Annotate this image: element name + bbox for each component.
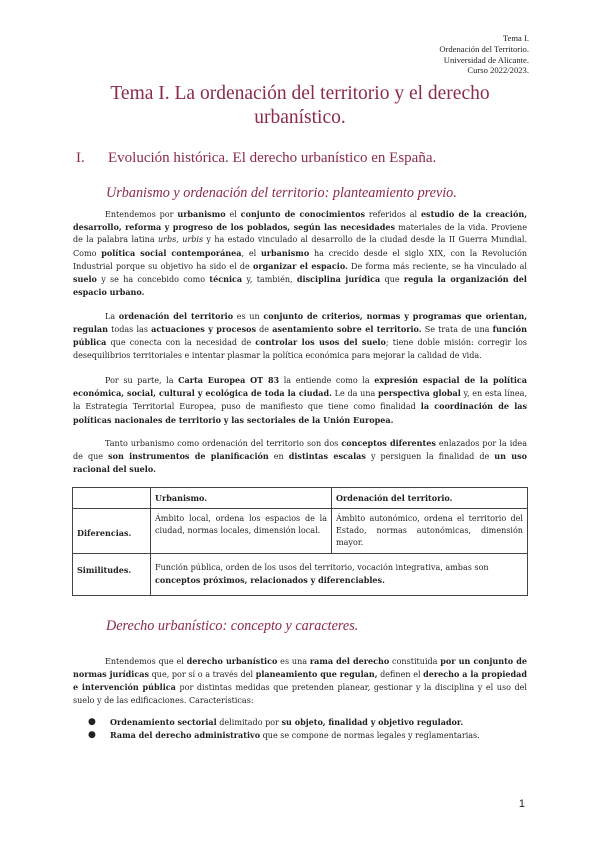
table-corner-cell	[73, 488, 151, 509]
section-heading	[76, 150, 536, 167]
running-header	[439, 33, 529, 76]
table-row	[73, 509, 528, 554]
list-item: ● Ordenamiento sectorial delimitado por su objeto, finalidad y objetivo regulador.	[88, 717, 464, 727]
subsection-heading-urbanismo: Urbanismo y ordenación del territorio: planteamiento previo.	[106, 185, 457, 201]
page-number: 1	[518, 798, 525, 810]
row-label-similitudes: Similitudes.	[73, 554, 151, 596]
table-row	[73, 554, 528, 596]
subsection-heading-derecho: Derecho urbanístico: concepto y caracteres.	[106, 618, 359, 634]
column-header-ordenacion: Ordenación del territorio.	[332, 488, 528, 509]
header-topic: Tema I.	[502, 33, 529, 43]
list-item: ● Rama del derecho administrativo que se compone de normas legales y reglamentarias.	[88, 730, 480, 740]
table-header-row	[73, 488, 528, 509]
section-number: I.	[76, 150, 85, 166]
paragraph-conceptos: Tanto urbanismo como ordenación del territorio son dos conceptos diferentes enlazados por la idea de que son instrumentos de planificación en distintas escalas y persiguen la finalidad de un uso racional del suelo.	[73, 438, 528, 475]
section-title: Evolución histórica. El derecho urbanístico en España.	[108, 150, 437, 166]
cell-diferencias-ordenacion: Ámbito autonómico, ordena el territorio del Estado, normas autonómicas, dimensión mayor.	[332, 509, 528, 554]
cell-diferencias-urbanismo: Ámbito local, ordena los espacios de la ciudad, normas locales, dimensión local.	[151, 509, 332, 554]
page-title	[70, 82, 530, 130]
header-course: Curso 2022/2023.	[467, 65, 529, 76]
title-line-1: Tema I. La ordenación del territorio y el derecho	[110, 83, 490, 104]
row-label-diferencias: Diferencias.	[73, 509, 151, 554]
paragraph-urbanismo: Entendemos por urbanismo el conjunto de conocimientos referidos al estudio de la creación, desarrollo, reforma y progreso de los poblados, según las necesidades materiales de la vida. Proviene de la palabra latina urbs, urbis y ha estado vinculado al desarrollo de la ciudad desde la II Guerra Mundial. Como política social contemporánea, el urbanismo ha crecido desde el siglo XIX, con la Revolución Industrial porque su objetivo ha sido el de organizar el espacio. De forma más reciente, se ha vinculado al suelo y se ha concebido como técnica y, también, disciplina jurídica que regula la organización del espacio urbano.	[73, 209, 528, 298]
bullet-icon: ●	[88, 730, 96, 740]
comparison-table	[72, 487, 528, 596]
cell-similitudes: Función pública, orden de los usos del territorio, vocación integrativa, ambas son conceptos próximos, relacionados y diferenciables.	[151, 554, 528, 596]
column-header-urbanismo: Urbanismo.	[151, 488, 332, 509]
header-university: Universidad de Alicante.	[443, 54, 529, 65]
characteristics-list	[88, 716, 528, 742]
paragraph-carta-europea: Por su parte, la Carta Europea OT 83 la entiende como la expresión espacial de la política económica, social, cultural y ecológica de toda la ciudad. Le da una perspectiva global y, en esta línea, la Estrategia Territorial Europea, puso de manifiesto que tiene como finalidad la coordinación de las políticas nacionales de territorio y las sectoriales de la Unión Europea.	[73, 375, 528, 425]
title-line-2: urbanístico.	[254, 107, 346, 128]
header-subject: Ordenación del Territorio.	[439, 43, 529, 54]
paragraph-derecho-urbanistico: Entendemos que el derecho urbanístico es una rama del derecho constituida por un conjunto de normas jurídicas que, por sí o a través del planeamiento que regulan, definen el derecho a la propiedad e intervención pública por distintas medidas que pretenden planear, gestionar y la disciplina y el uso del suelo y de las edificaciones. Características:	[73, 656, 527, 705]
paragraph-ordenacion: La ordenación del territorio es un conjunto de criterios, normas y programas que orientan, regulan todas las actuaciones y procesos de asentamiento sobre el territorio. Se trata de una función pública que conecta con la necesidad de controlar los usos del suelo; tiene doble misión: corregir los desequilibrios territoriales e intentar plasmar la política económica para mejorar la calidad de vida.	[73, 311, 527, 360]
bullet-icon: ●	[88, 717, 96, 727]
